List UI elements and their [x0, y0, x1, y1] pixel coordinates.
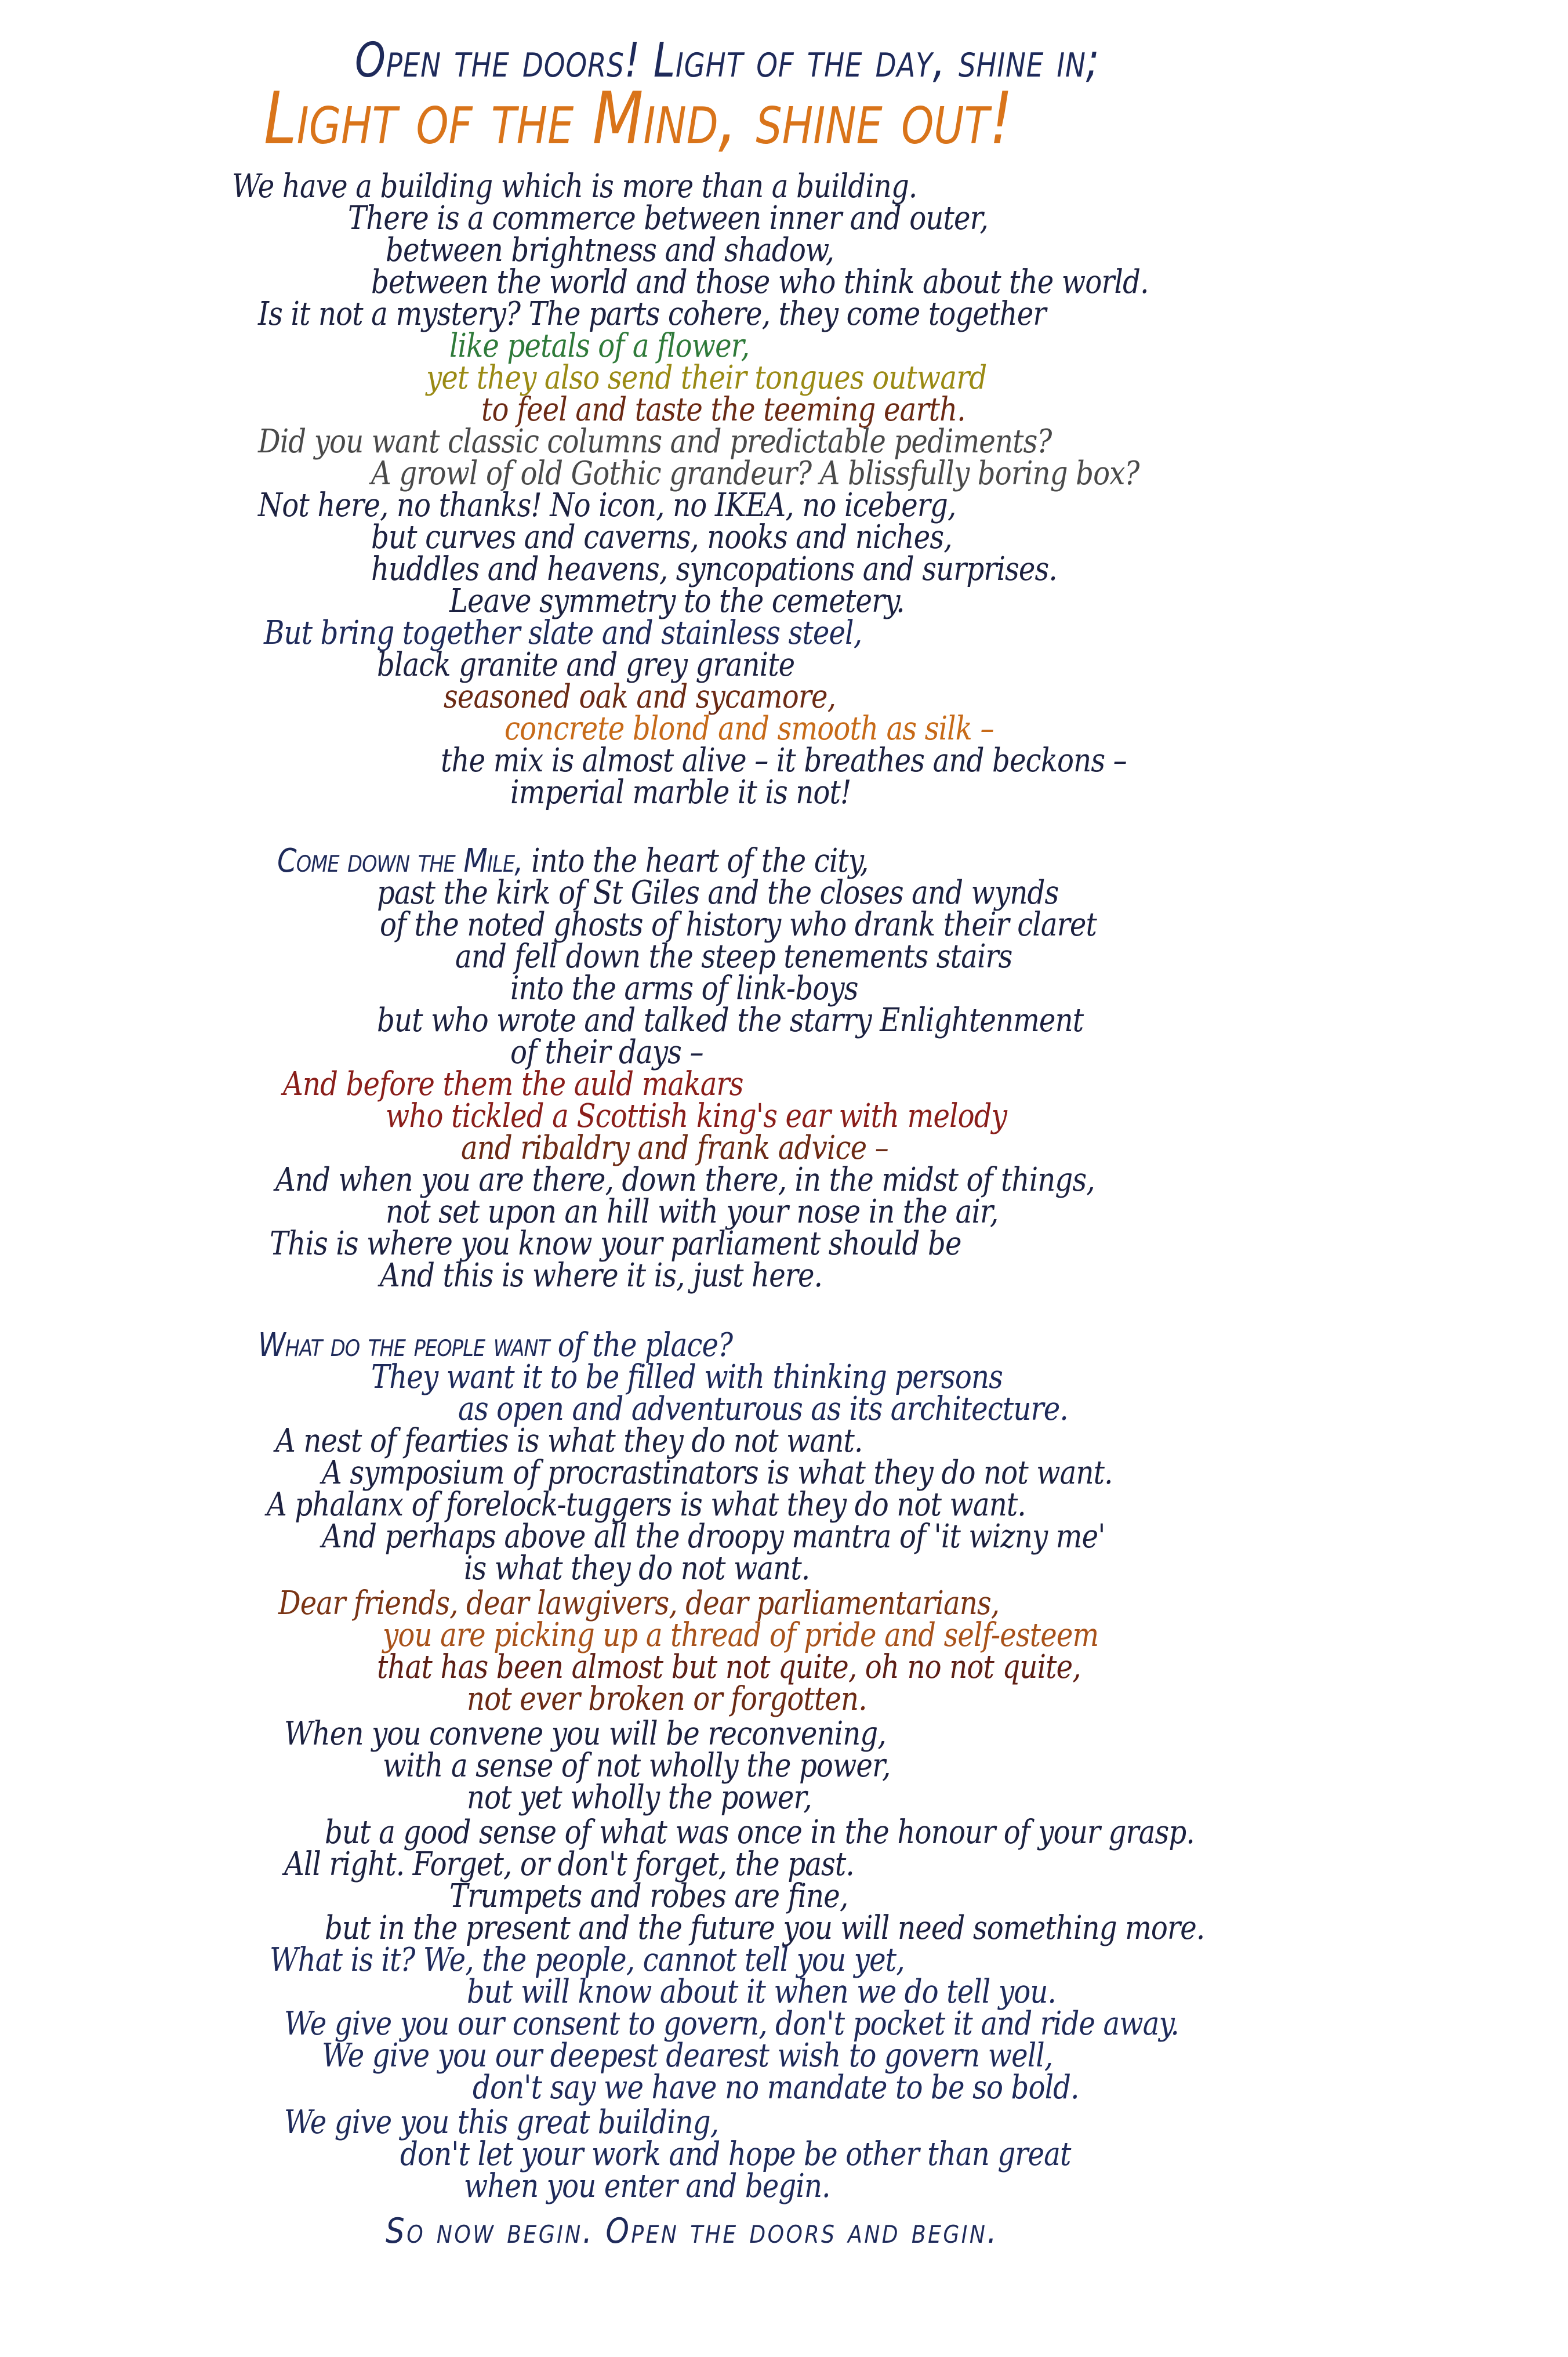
- poem-line: And when you are there, down there, in the midst of things,: [275, 1161, 1095, 1199]
- poem-line: All right. Forget, or don't forget, the past.: [284, 1845, 854, 1883]
- poem-line: between brightness and shadow,: [386, 231, 834, 269]
- poem-line: don't say we have no mandate to be so bold.: [473, 2069, 1079, 2106]
- poem-line: of the noted ghosts of history who drank their claret: [380, 906, 1097, 944]
- poem-line: you are picking up a thread of pride and self-esteem: [383, 1616, 1099, 1654]
- poem-line: black granite and grey granite: [377, 646, 795, 684]
- poem-line: yet they also send their tongues outward: [426, 359, 987, 397]
- poem-line: of their days –: [510, 1034, 703, 1071]
- poem-line: What is it? We, the people, cannot tell you yet,: [270, 1941, 905, 1979]
- poem-line: huddles and heavens, syncopations and surprises.: [371, 550, 1057, 588]
- poem-line: A phalanx of forelock-tuggers is what they do not want.: [267, 1486, 1026, 1524]
- poem-line: that has been almost but not quite, oh no not quite,: [377, 1648, 1081, 1686]
- poem-line: to feel and taste the teeming earth.: [481, 391, 966, 429]
- poem-line: into the arms of link-boys: [510, 970, 858, 1007]
- poem-line: is what they do not want.: [464, 1550, 810, 1587]
- poem-line: A growl of old Gothic grandeur? A blissfully boring box?: [371, 455, 1139, 492]
- poem-line: but curves and caverns, nooks and niches,: [371, 518, 952, 556]
- poem-line: like petals of a flower,: [449, 327, 750, 365]
- poem-line: when you enter and begin.: [464, 2167, 830, 2205]
- poem-line: We have a building which is more than a building.: [232, 168, 917, 205]
- stanza-2-lead-caps: Come down the Mile,: [277, 842, 523, 880]
- poem-line: concrete blond and smooth as silk –: [504, 710, 994, 748]
- poem-line: not ever broken or forgotten.: [467, 1680, 867, 1718]
- poem-line: between the world and those who think about the world.: [371, 263, 1149, 301]
- poem-line: This is where you know your parliament should be: [270, 1225, 961, 1263]
- heading-line-2: Light of the Mind, shine out!: [264, 77, 1013, 161]
- poem-line: A symposium of procrastinators is what they do not want.: [322, 1454, 1113, 1492]
- poem-line: not yet wholly the power,: [467, 1779, 812, 1816]
- poem-line: Leave symmetry to the cemetery.: [449, 582, 905, 620]
- poem-line: seasoned oak and sycamore,: [444, 678, 836, 716]
- poem-line: past the kirk of St Giles and the closes and wynds: [377, 874, 1059, 912]
- poem-line: not set upon an hill with your nose in the air,: [386, 1193, 999, 1231]
- poem-line: Trumpets and robes are fine,: [449, 1877, 848, 1915]
- poem-line: We give you this great building,: [284, 2104, 719, 2141]
- poem-line: and fell down the steep tenements stairs: [455, 938, 1012, 976]
- stanza-3-lead-rest: of the place?: [549, 1326, 733, 1364]
- stanza-3-lead-caps: What do the people want: [258, 1326, 550, 1364]
- poem-line: who tickled a Scottish king's ear with melody: [386, 1097, 1007, 1135]
- poem-line: When you convene you will be reconvening,: [284, 1715, 886, 1753]
- poem-line: but who wrote and talked the starry Enlightenment: [377, 1002, 1084, 1039]
- poem-line: And perhaps above all the droopy mantra of 'it wizny me': [322, 1518, 1105, 1555]
- poem-line: A nest of fearties is what they do not want.: [275, 1422, 863, 1460]
- poem-line: as open and adventurous as its architecture.: [458, 1390, 1068, 1428]
- poem-line: And before them the auld makars: [283, 1065, 743, 1103]
- poem-line: Did you want classic columns and predictable pediments?: [258, 423, 1052, 460]
- poem-line: We give you our consent to govern, don't pocket it and ride away.: [284, 2005, 1179, 2043]
- poem-line: with a sense of not wholly the power,: [383, 1747, 891, 1785]
- poem-line: but in the present and the future you will need something more.: [325, 1909, 1205, 1947]
- poem-line: There is a commerce between inner and outer,: [348, 200, 988, 237]
- poem-line: but will know about it when we do tell you.: [467, 1973, 1057, 2011]
- poem-line: Not here, no thanks! No icon, no IKEA, no iceberg,: [258, 487, 956, 524]
- poem-line: They want it to be filled with thinking persons: [371, 1358, 1003, 1396]
- poem-line: and ribaldry and frank advice –: [461, 1129, 888, 1167]
- poem-line: And this is where it is, just here.: [380, 1257, 823, 1294]
- poem-line: the mix is almost alive – it breathes and beckons –: [441, 742, 1127, 779]
- poem-line: But bring together slate and stainless steel,: [264, 614, 862, 652]
- poem-line: We give you our deepest dearest wish to govern well,: [322, 2037, 1053, 2075]
- heading-line-1: Open the doors! Light of the day, shine in;: [355, 33, 1100, 88]
- poem-line: imperial marble it is not!: [510, 774, 851, 811]
- poem-line: Dear friends, dear lawgivers, dear parliamentarians,: [278, 1584, 1000, 1622]
- poem-line: don't let your work and hope be other than great: [400, 2135, 1071, 2173]
- closing-line: So now begin. Open the doors and begin.: [386, 2211, 999, 2251]
- stanza-2-lead-rest: into the heart of the city,: [522, 842, 869, 880]
- stanza-3-lead: [258, 1328, 732, 1363]
- poem-line: but a good sense of what was once in the honour of your grasp.: [325, 1814, 1195, 1851]
- poem-line: Is it not a mystery? The parts cohere, they come together: [258, 295, 1046, 333]
- stanza-2-lead: [277, 844, 868, 879]
